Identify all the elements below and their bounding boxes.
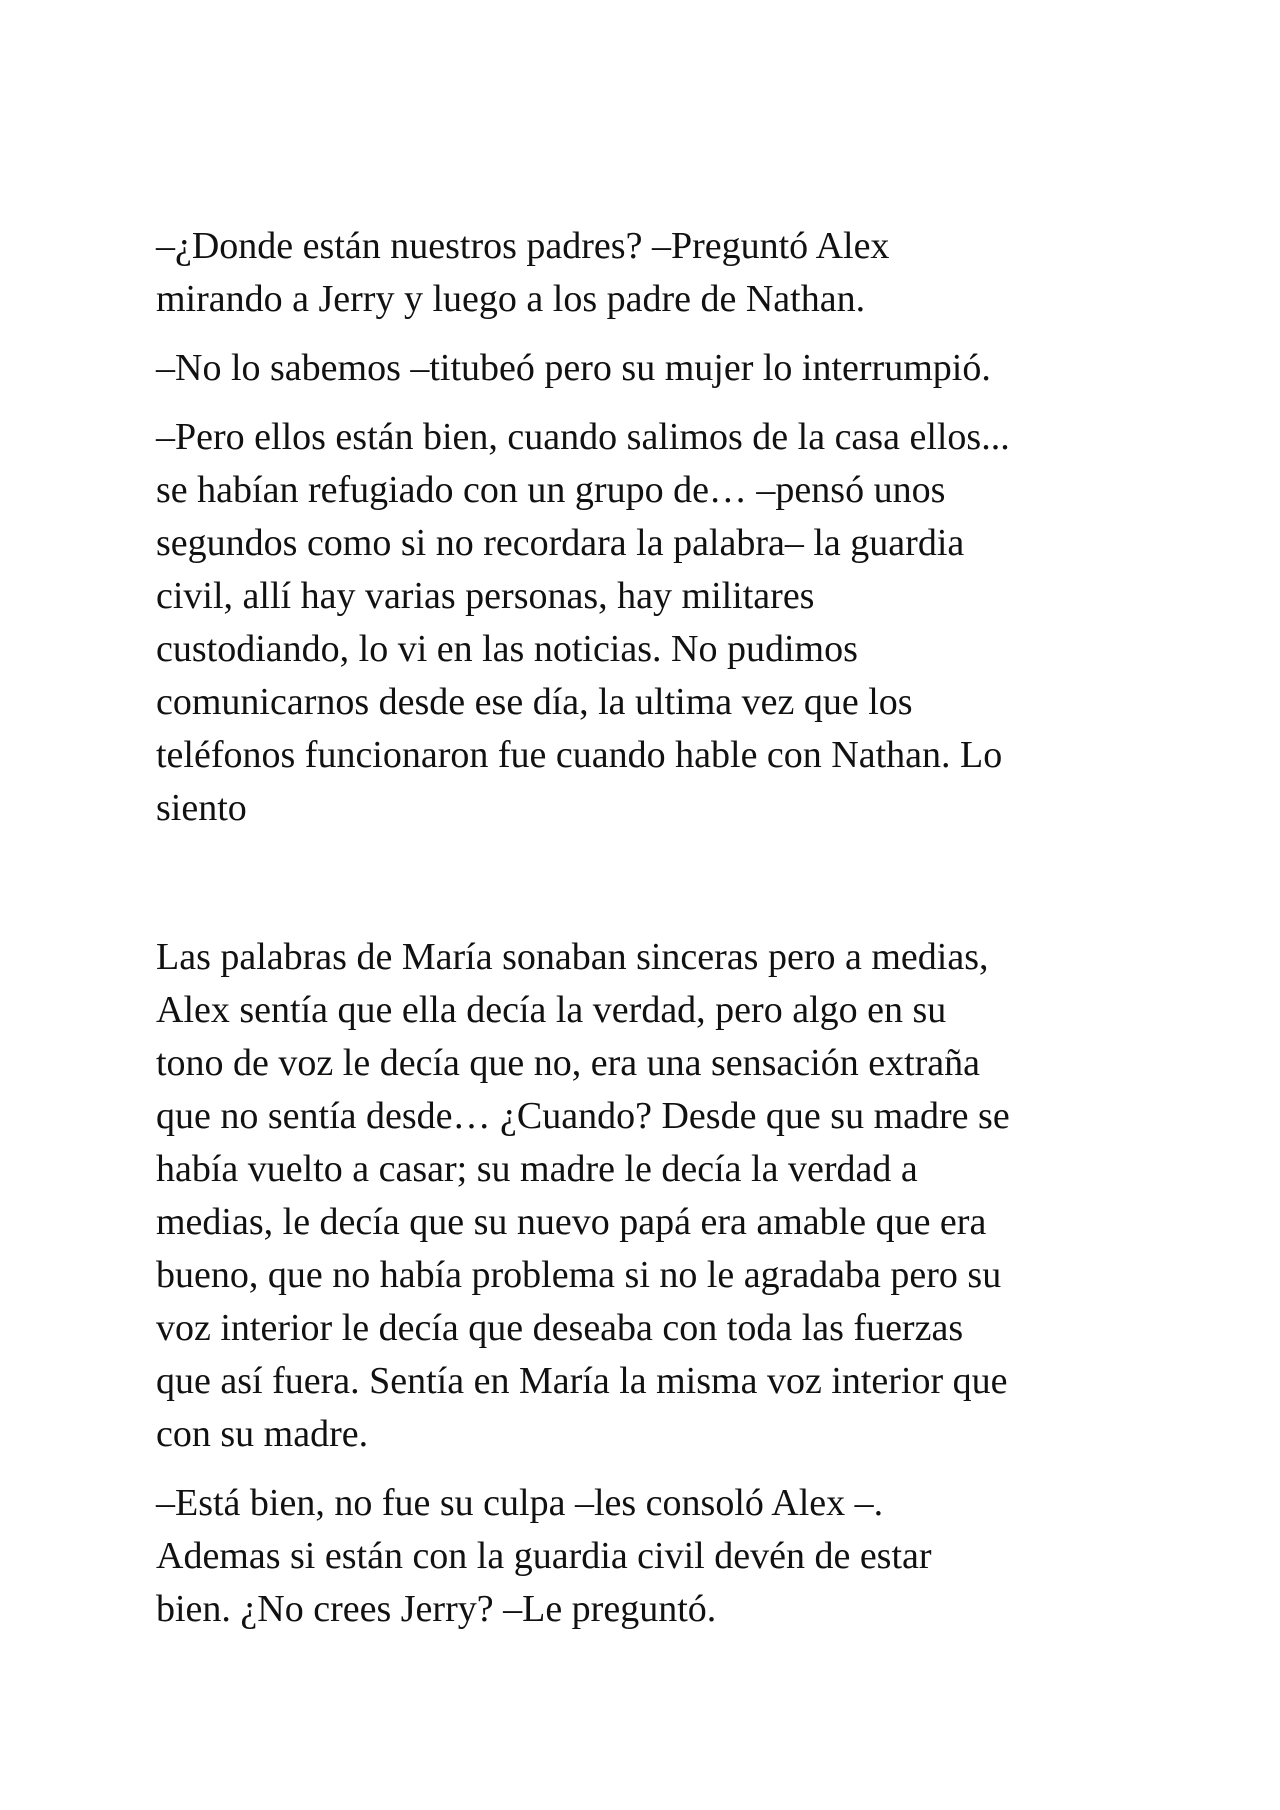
text-line: Las palabras de María sonaban sinceras pero a medias, bbox=[156, 936, 989, 978]
text-line: que así fuera. Sentía en María la misma voz interior que bbox=[156, 1360, 1008, 1402]
text-line: Alex sentía que ella decía la verdad, pero algo en su bbox=[156, 989, 947, 1031]
text-line: bueno, que no había problema si no le agradaba pero su bbox=[156, 1254, 1002, 1296]
text-line: segundos como si no recordara la palabra– la guardia bbox=[156, 522, 965, 564]
paragraph-spacer bbox=[156, 1461, 1156, 1477]
text-line: se habían refugiado con un grupo de… –pensó unos bbox=[156, 469, 946, 511]
text-line: Ademas si están con la guardia civil devén de estar bbox=[156, 1535, 932, 1577]
text-line: con su madre. bbox=[156, 1413, 369, 1455]
text-line: civil, allí hay varias personas, hay militares bbox=[156, 575, 815, 617]
text-line: –Pero ellos están bien, cuando salimos de la casa ellos... bbox=[156, 416, 1010, 458]
text-line: siento bbox=[156, 787, 247, 829]
paragraph-spacer bbox=[156, 395, 1156, 411]
text-line: tono de voz le decía que no, era una sensación extraña bbox=[156, 1042, 981, 1084]
text-line: que no sentía desde… ¿Cuando? Desde que su madre se bbox=[156, 1095, 1010, 1137]
paragraph bbox=[156, 931, 1156, 1461]
text-line: comunicarnos desde ese día, la ultima vez que los bbox=[156, 681, 913, 723]
paragraph bbox=[156, 1477, 1156, 1636]
text-line: teléfonos funcionaron fue cuando hable con Nathan. Lo bbox=[156, 734, 1003, 776]
paragraph-spacer bbox=[156, 326, 1156, 342]
text-line: mirando a Jerry y luego a los padre de Nathan. bbox=[156, 278, 866, 320]
text-line: voz interior le decía que deseaba con toda las fuerzas bbox=[156, 1307, 964, 1349]
text-line: –¿Donde están nuestros padres? –Preguntó Alex bbox=[156, 225, 890, 267]
paragraph bbox=[156, 342, 1156, 395]
text-line: –No lo sabemos –titubeó pero su mujer lo interrumpió. bbox=[156, 347, 991, 389]
text-line: –Está bien, no fue su culpa –les consoló Alex –. bbox=[156, 1482, 884, 1524]
text-line: medias, le decía que su nuevo papá era amable que era bbox=[156, 1201, 987, 1243]
text-line: custodiando, lo vi en las noticias. No pudimos bbox=[156, 628, 858, 670]
paragraph bbox=[156, 411, 1156, 835]
paragraph-spacer bbox=[156, 835, 1156, 931]
body-text bbox=[156, 220, 1156, 1636]
text-line: había vuelto a casar; su madre le decía la verdad a bbox=[156, 1148, 918, 1190]
paragraph bbox=[156, 220, 1156, 326]
text-line: bien. ¿No crees Jerry? –Le preguntó. bbox=[156, 1588, 717, 1630]
